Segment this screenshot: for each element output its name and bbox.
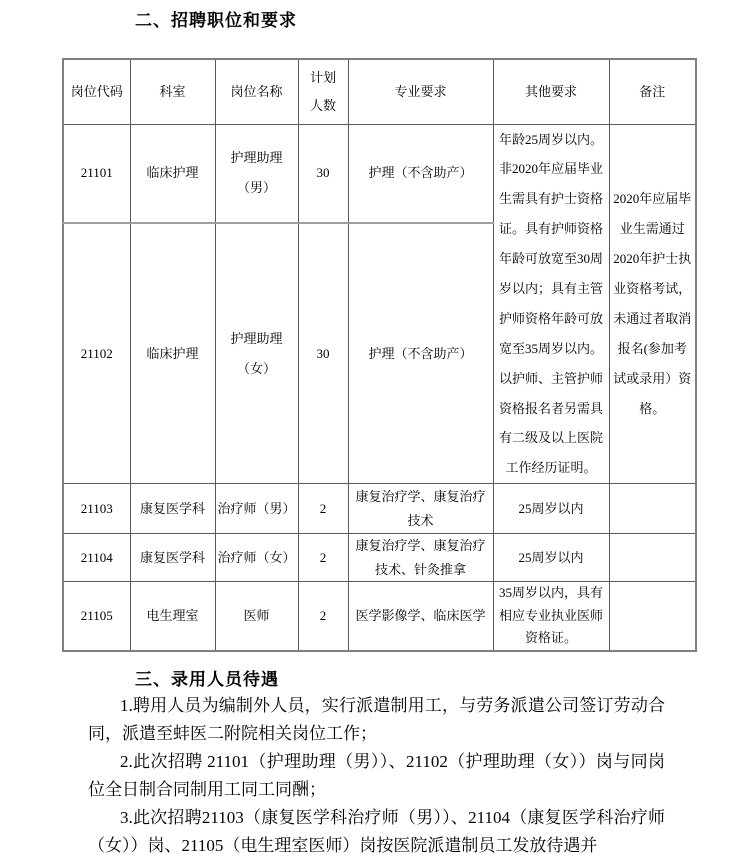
cell-name: 治疗师（男） bbox=[215, 484, 298, 534]
cell-code: 21105 bbox=[63, 581, 130, 651]
header-name: 岗位名称 bbox=[215, 59, 298, 124]
cell-dept: 临床护理 bbox=[130, 223, 215, 483]
cell-name: 医师 bbox=[215, 581, 298, 651]
cell-dept: 康复医学科 bbox=[130, 534, 215, 582]
cell-count: 30 bbox=[298, 223, 348, 483]
cell-other: 25周岁以内 bbox=[493, 484, 609, 534]
cell-major: 康复治疗学、康复治疗技术 bbox=[348, 484, 493, 534]
cell-major: 护理（不含助产） bbox=[348, 124, 493, 223]
cell-count: 2 bbox=[298, 484, 348, 534]
cell-major: 康复治疗学、康复治疗技术、针灸推拿 bbox=[348, 534, 493, 582]
table-row-21104 bbox=[63, 534, 696, 582]
table-row-21105 bbox=[63, 581, 696, 651]
cell-other: 25周岁以内 bbox=[493, 534, 609, 582]
cell-count: 30 bbox=[298, 124, 348, 223]
cell-name: 护理助理（女） bbox=[215, 223, 298, 483]
cell-other: 35周岁以内，具有相应专业执业医师资格证。 bbox=[493, 581, 609, 651]
cell-note-empty bbox=[609, 581, 696, 651]
cell-count: 2 bbox=[298, 534, 348, 582]
header-note: 备注 bbox=[609, 59, 696, 124]
section-heading-recruitment-positions: 二、招聘职位和要求 bbox=[135, 11, 297, 30]
cell-code: 21102 bbox=[63, 223, 130, 483]
cell-major: 医学影像学、临床医学 bbox=[348, 581, 493, 651]
cell-note-merged: 2020年应届毕业生需通过2020年护士执业资格考试，未通过者取消报名(参加考试或录用）资格。 bbox=[609, 124, 696, 484]
cell-note-empty bbox=[609, 534, 696, 582]
benefits-paragraphs bbox=[88, 692, 665, 860]
cell-code: 21104 bbox=[63, 534, 130, 582]
cell-count: 2 bbox=[298, 581, 348, 651]
cell-code: 21103 bbox=[63, 484, 130, 534]
cell-name: 治疗师（女） bbox=[215, 534, 298, 582]
cell-dept: 电生理室 bbox=[130, 581, 215, 651]
header-code: 岗位代码 bbox=[63, 59, 130, 124]
header-planned-label: 计划人数 bbox=[309, 70, 336, 113]
section-heading-employment-benefits: 三、录用人员待遇 bbox=[135, 670, 279, 689]
header-dept: 科室 bbox=[130, 59, 215, 124]
cell-major: 护理（不含助产） bbox=[348, 223, 493, 483]
table-row-21101 bbox=[63, 124, 696, 223]
header-other: 其他要求 bbox=[493, 59, 609, 124]
header-planned bbox=[298, 59, 348, 124]
header-major: 专业要求 bbox=[348, 59, 493, 124]
paragraph-2: 2.此次招聘 21101（护理助理（男））、21102（护理助理（女））岗与同岗位全日制合同制用工同工同酬； bbox=[88, 752, 665, 799]
paragraph-1: 1.聘用人员为编制外人员，实行派遣制用工，与劳务派遣公司签订劳动合同，派遣至蚌医二附院相关岗位工作； bbox=[88, 696, 665, 743]
cell-name: 护理助理（男） bbox=[215, 124, 298, 223]
cell-dept: 康复医学科 bbox=[130, 484, 215, 534]
table-header-row bbox=[63, 59, 696, 124]
cell-code: 21101 bbox=[63, 124, 130, 223]
table-row-21103 bbox=[63, 484, 696, 534]
recruitment-table bbox=[62, 58, 697, 652]
cell-note-empty bbox=[609, 484, 696, 534]
cell-dept: 临床护理 bbox=[130, 124, 215, 223]
cell-other-merged: 年龄25周岁以内。非2020年应届毕业生需具有护士资格证。具有护师资格年龄可放宽至30周岁以内；具有主管护师资格年龄可放宽至35周岁以内。以护师、主管护师资格报名者另需具有二级及以上医院工作经历证明。 bbox=[493, 124, 609, 484]
paragraph-3: 3.此次招聘21103（康复医学科治疗师（男））、21104（康复医学科治疗师（女））岗、21105（电生理室医师）岗按医院派遣制员工发放待遇并 bbox=[88, 808, 665, 855]
